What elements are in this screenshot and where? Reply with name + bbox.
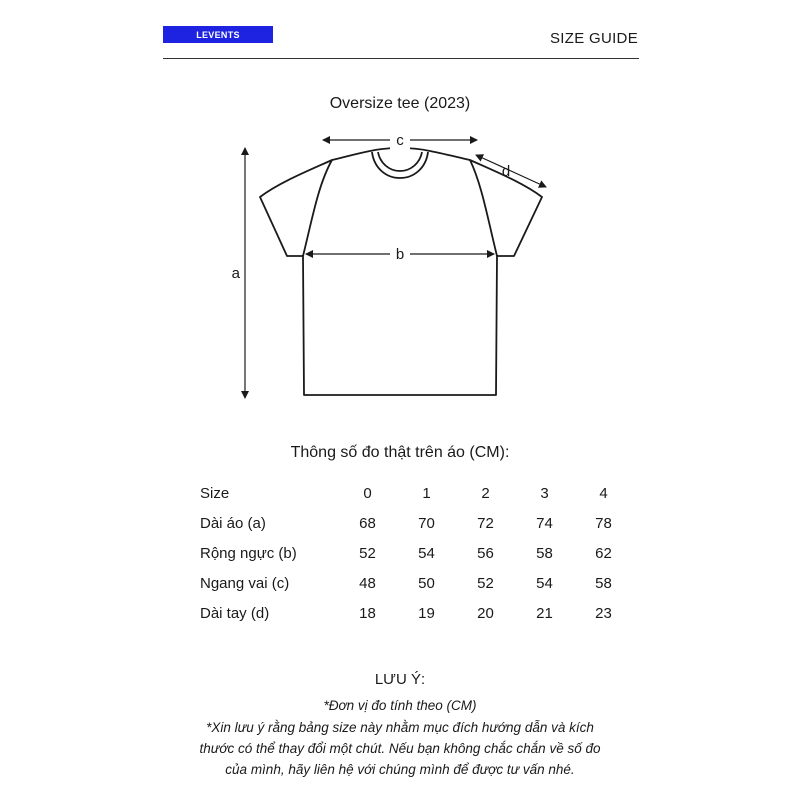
product-title: Oversize tee (2023) xyxy=(329,95,471,112)
tshirt-outline xyxy=(260,148,542,395)
notes-title: LƯU Ý: xyxy=(374,671,426,688)
table-header-row xyxy=(192,478,633,508)
note-line: *Đơn vị đo tính theo (CM) xyxy=(323,698,477,713)
table-cell: 54 xyxy=(536,574,553,592)
row-label: Dài tay (d) xyxy=(200,604,270,622)
table-row xyxy=(192,598,633,628)
row-label: Dài áo (a) xyxy=(200,514,266,532)
table-cell: 58 xyxy=(536,544,553,562)
table-cell: 20 xyxy=(477,604,494,622)
table-cell: 54 xyxy=(418,544,435,562)
dimension-d-arrow xyxy=(476,155,546,187)
note-line: của mình, hãy liên hệ với chúng mình để được tư vấn nhé. xyxy=(225,762,575,777)
table-cell: 52 xyxy=(359,544,376,562)
size-header: 3 xyxy=(540,484,549,502)
table-cell: 62 xyxy=(595,544,612,562)
table-cell: 52 xyxy=(477,574,494,592)
table-cell: 58 xyxy=(595,574,612,592)
dimension-c-label: c xyxy=(396,132,404,149)
size-header: 0 xyxy=(363,484,372,502)
table-cell: 19 xyxy=(418,604,435,622)
row-label: Rộng ngực (b) xyxy=(200,544,297,562)
table-cell: 48 xyxy=(359,574,376,592)
table-header-label: Size xyxy=(200,484,230,502)
table-cell: 70 xyxy=(418,514,435,532)
table-row xyxy=(192,508,633,538)
dimension-d-label: d xyxy=(501,163,511,180)
size-header: 1 xyxy=(422,484,431,502)
dimension-b-label: b xyxy=(395,246,405,263)
table-cell: 78 xyxy=(595,514,612,532)
size-header: 4 xyxy=(599,484,608,502)
table-cell: 56 xyxy=(477,544,494,562)
table-cell: 18 xyxy=(359,604,376,622)
size-table xyxy=(192,478,633,628)
table-cell: 50 xyxy=(418,574,435,592)
brand-logo: LEVENTS xyxy=(163,26,273,43)
table-cell: 68 xyxy=(359,514,376,532)
table-cell: 23 xyxy=(595,604,612,622)
table-cell: 21 xyxy=(536,604,553,622)
table-row xyxy=(192,538,633,568)
table-title: Thông số đo thật trên áo (CM): xyxy=(290,444,510,461)
table-cell: 74 xyxy=(536,514,553,532)
note-line: thước có thể thay đổi một chút. Nếu bạn không chắc chắn về số đo xyxy=(199,741,601,756)
table-cell: 72 xyxy=(477,514,494,532)
size-header: 2 xyxy=(481,484,490,502)
dimension-a-label: a xyxy=(231,265,240,282)
row-label: Ngang vai (c) xyxy=(200,574,290,592)
note-line: *Xin lưu ý rằng bảng size này nhằm mục đích hướng dẫn và kích xyxy=(206,720,594,735)
table-row xyxy=(192,568,633,598)
size-guide-heading: SIZE GUIDE xyxy=(549,30,638,47)
